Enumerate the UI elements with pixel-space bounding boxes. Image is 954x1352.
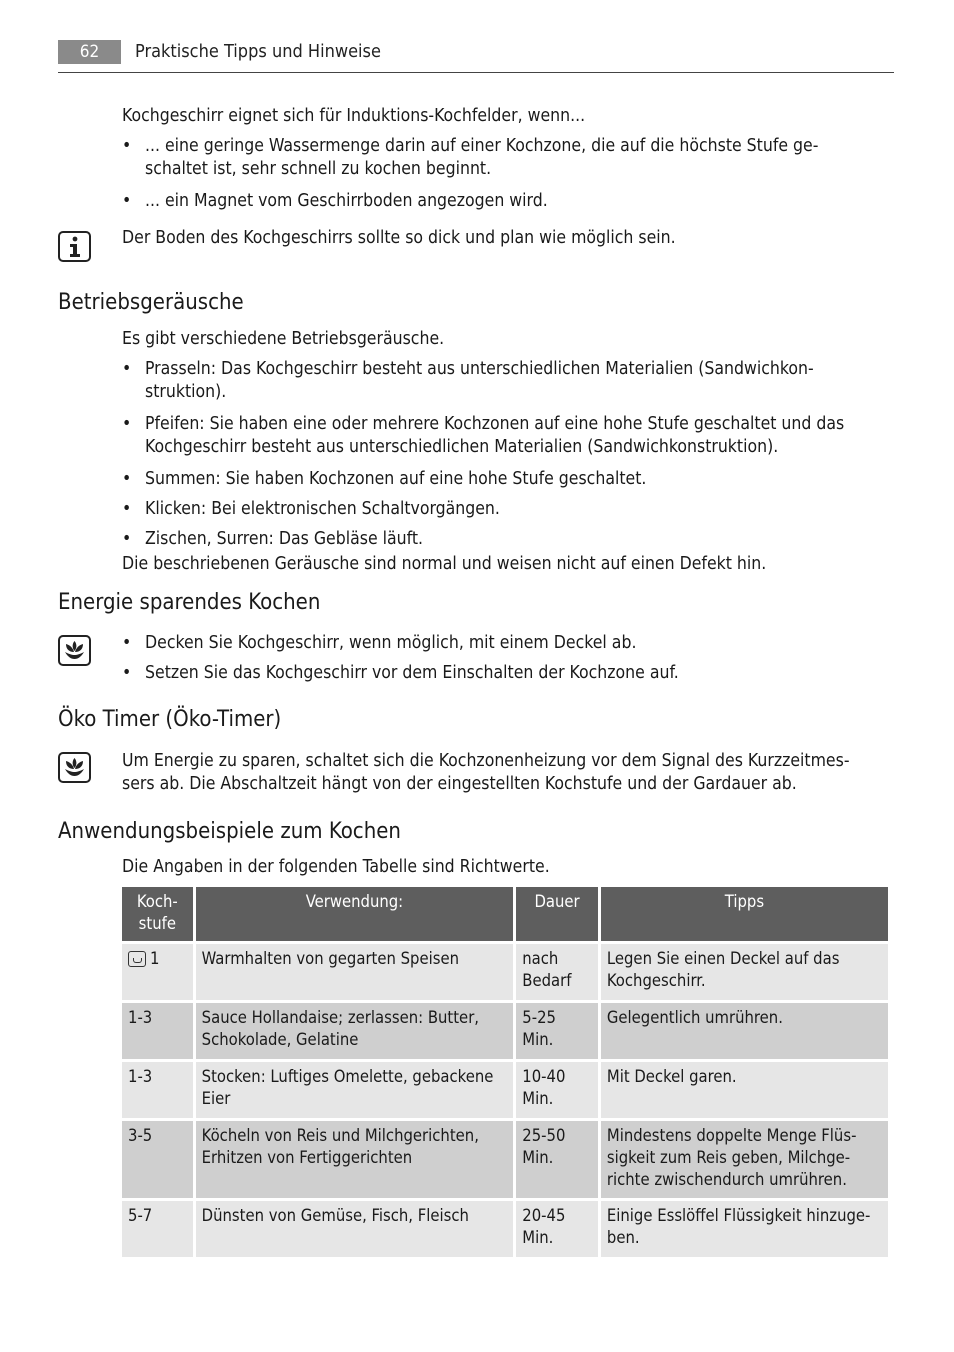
keep-warm-icon <box>128 951 146 967</box>
cell-tip: Gelegentlich umrühren. <box>601 1003 888 1059</box>
noises-bullet-1: • Prasseln: Das Kochgeschirr besteht aus unterschiedlichen Materialien (Sandwichkon- struktion). <box>122 359 814 402</box>
col-header-dauer: Dauer <box>516 887 598 941</box>
cell-stufe: 5-7 <box>122 1201 193 1257</box>
section-title-eco-timer: Öko Timer (Öko-Timer) <box>58 707 282 732</box>
table-header-row <box>122 887 888 941</box>
cell-tip: Mit Deckel garen. <box>601 1062 888 1118</box>
cell-use: Stocken: Luftiges Omelette, gebackene Eier <box>196 1062 514 1118</box>
cell-tip: Legen Sie einen Deckel auf das Kochgeschirr. <box>601 944 888 1000</box>
table-row <box>122 1003 888 1059</box>
cell-stufe: 1-3 <box>122 1062 193 1118</box>
cell-tip: Einige Esslöffel Flüssigkeit hinzuge- ben. <box>601 1201 888 1257</box>
section-title-examples: Anwendungsbeispiele zum Kochen <box>58 819 401 844</box>
eco-timer-text: Um Energie zu sparen, schaltet sich die Kochzonenheizung vor dem Signal des Kurzzeitmes- sers ab. Die Abschaltzeit hängt von der eingestellten Kochstufe und der Gardauer ab. <box>122 751 850 794</box>
noises-intro: Es gibt verschiedene Betriebsgeräusche. <box>122 329 445 349</box>
induction-info-note: Der Boden des Kochgeschirrs sollte so dick und plan wie möglich sein. <box>122 228 676 248</box>
cell-stufe: 1 <box>122 944 193 1000</box>
running-title: Praktische Tipps und Hinweise <box>135 41 381 62</box>
info-icon <box>58 231 91 262</box>
section-title-noises: Betriebsgeräusche <box>58 290 244 315</box>
energy-bullet-1: • Decken Sie Kochgeschirr, wenn möglich, mit einem Deckel ab. <box>122 633 637 653</box>
noises-bullet-2: • Pfeifen: Sie haben eine oder mehrere Kochzonen auf eine hohe Stufe geschaltet und das Kochgeschirr besteht aus unterschiedlichen Materialien (Sandwichkonstruktion). <box>122 414 845 457</box>
table-row <box>122 944 888 1000</box>
cell-use: Köcheln von Reis und Milchgerichten, Erhitzen von Fertiggerichten <box>196 1121 514 1198</box>
noises-bullet-5: • Zischen, Surren: Das Gebläse läuft. <box>122 529 424 549</box>
cell-stufe: 3-5 <box>122 1121 193 1198</box>
noises-bullet-4: • Klicken: Bei elektronischen Schaltvorgängen. <box>122 499 500 519</box>
cell-time: 5-25 Min. <box>516 1003 598 1059</box>
page-header <box>58 40 894 73</box>
page-number: 62 <box>58 40 121 64</box>
cell-use: Sauce Hollandaise; zerlassen: Butter, Schokolade, Gelatine <box>196 1003 514 1059</box>
table-row <box>122 1201 888 1257</box>
eco-flower-icon <box>58 752 91 783</box>
cell-use: Dünsten von Gemüse, Fisch, Fleisch <box>196 1201 514 1257</box>
cell-use: Warmhalten von gegarten Speisen <box>196 944 514 1000</box>
induction-bullet-2: • ... ein Magnet vom Geschirrboden angezogen wird. <box>122 191 548 211</box>
noises-note: Die beschriebenen Geräusche sind normal und weisen nicht auf einen Defekt hin. <box>122 554 767 574</box>
table-row <box>122 1062 888 1118</box>
energy-bullet-2: • Setzen Sie das Kochgeschirr vor dem Einschalten der Kochzone auf. <box>122 663 679 683</box>
induction-intro: Kochgeschirr eignet sich für Induktions-Kochfelder, wenn... <box>122 106 586 126</box>
col-header-stufe: Koch- stufe <box>122 887 193 941</box>
cell-tip: Mindestens doppelte Menge Flüs- sigkeit zum Reis geben, Milchge- richte zwischendurch umrühren. <box>601 1121 888 1198</box>
cell-stufe: 1-3 <box>122 1003 193 1059</box>
cell-time: 10-40 Min. <box>516 1062 598 1118</box>
col-header-verwendung: Verwendung: <box>196 887 514 941</box>
eco-flower-icon <box>58 635 91 666</box>
cell-time: nach Bedarf <box>516 944 598 1000</box>
cell-time: 20-45 Min. <box>516 1201 598 1257</box>
induction-bullet-1: • ... eine geringe Wassermenge darin auf einer Kochzone, die auf die höchste Stufe ge- schaltet ist, sehr schnell zu kochen beginnt. <box>122 136 819 179</box>
examples-intro: Die Angaben in der folgenden Tabelle sind Richtwerte. <box>122 857 550 877</box>
cell-time: 25-50 Min. <box>516 1121 598 1198</box>
noises-bullet-3: • Summen: Sie haben Kochzonen auf eine hohe Stufe geschaltet. <box>122 469 647 489</box>
col-header-tipps: Tipps <box>601 887 888 941</box>
section-title-energy: Energie sparendes Kochen <box>58 590 321 615</box>
cooking-table <box>119 884 891 1260</box>
table-row <box>122 1121 888 1198</box>
